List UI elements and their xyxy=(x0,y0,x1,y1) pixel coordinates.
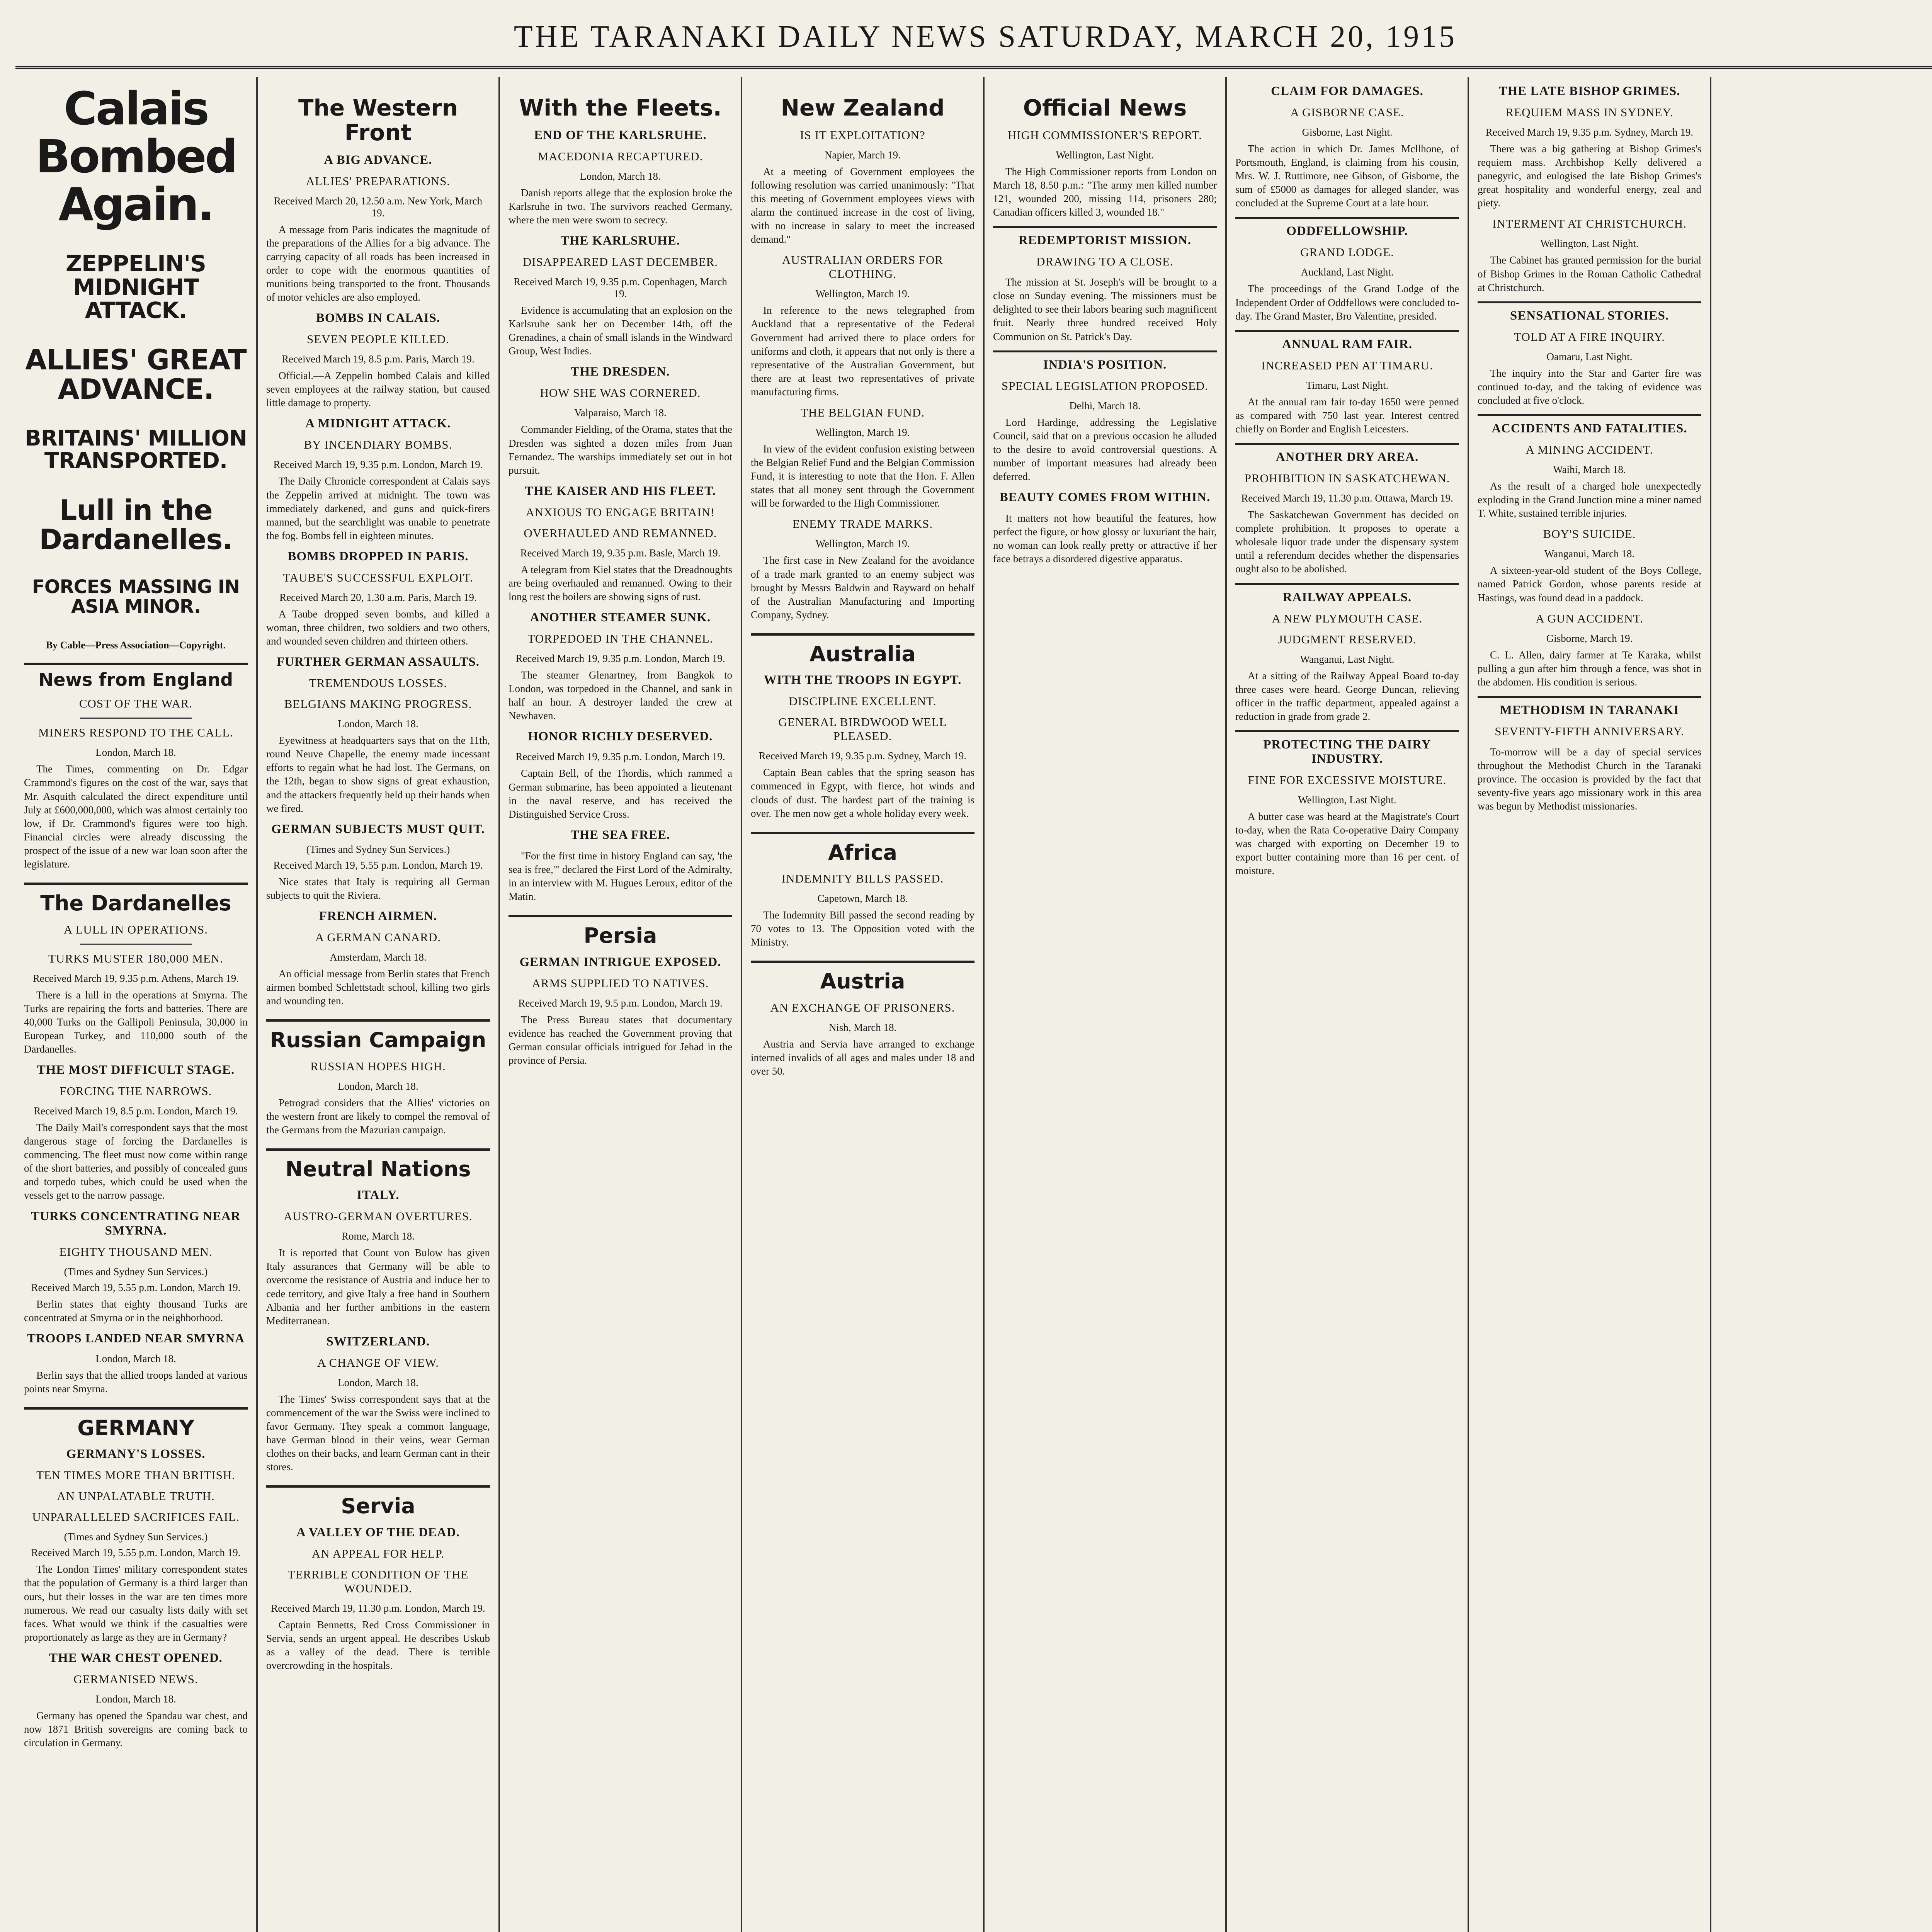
exploit-body: At a meeting of Government employees the following resolution was carried unanimously: "That this meeting of Government employees views with alarm the continued increase in the cost of living, with no increase in salary to meet the increased demand." xyxy=(751,165,975,245)
troops-heading: WITH THE TROOPS IN EGYPT. xyxy=(764,673,962,687)
landed-date: London, March 18. xyxy=(95,1352,176,1364)
intrigue-heading: GERMAN INTRIGUE EXPOSED. xyxy=(519,955,721,969)
taube-heading: TAUBE'S SUCCESSFUL EXPLOIT. xyxy=(283,570,473,584)
seven-heading: SEVEN PEOPLE KILLED. xyxy=(307,332,449,346)
india-date: Delhi, March 18. xyxy=(1069,400,1141,412)
ram-body: At the annual ram fair to-day 1650 were penned as compared with 750 last year. Interest centred chiefly on Border and English Leicesters. xyxy=(1235,396,1459,435)
marks-date: Wellington, March 19. xyxy=(815,538,910,550)
hopes-date: London, March 18. xyxy=(338,1080,418,1092)
belgian-body: In view of the evident confusion existing between the Belgian Relief Fund and the Belgian Commission Fund, it is interesting to note that the Hon. F. Allen states that all money sent through the Government will be forwarded to the High Commissioner. xyxy=(751,443,975,509)
sacrifices-heading: UNPARALLELED SACRIFICES FAIL. xyxy=(32,1510,240,1524)
hopes-body: Petrograd considers that the Allies' victories on the western front are likely to compel the removal of the Germans from the Mazurian campaign. xyxy=(266,1097,490,1136)
hc-date: Wellington, Last Night. xyxy=(1056,149,1154,161)
chest-body: Germany has opened the Spandau war chest, and now 1871 British sovereigns are coming back to circulation in Germany. xyxy=(24,1709,248,1749)
meth-body: To-morrow will be a day of special services throughout the Methodist Church in the Taranaki province. The occasion is provided by the fact that seventy-five years ago missionary work in this area was begun by Methodist missionaries. xyxy=(1478,746,1701,812)
canard-date: Amsterdam, March 18. xyxy=(330,951,427,963)
min-date: Waihi, March 18. xyxy=(1553,464,1626,476)
drawing-heading: DRAWING TO A CLOSE. xyxy=(1036,255,1173,269)
austro-date: Rome, March 18. xyxy=(342,1230,415,1242)
section-germany: GERMANY xyxy=(24,1407,248,1439)
landed-body: Berlin says that the allied troops landed at various points near Smyrna. xyxy=(24,1369,248,1395)
steamer-heading: ANOTHER STEAMER SUNK. xyxy=(530,611,711,625)
accidents-heading: ACCIDENTS AND FATALITIES. xyxy=(1478,414,1701,436)
rail-body: At a sitting of the Railway Appeal Board to-day three cases were heard. George Duncan, relieving officer in the traffic department, appealed against a reduction in grade from grade 2. xyxy=(1235,670,1459,722)
miners-date: London, March 18. xyxy=(95,747,176,759)
steam-date: Received March 19, 9.35 p.m. London, March 19. xyxy=(515,653,725,665)
appeal-heading: AN APPEAL FOR HELP. xyxy=(311,1546,445,1560)
belgian-heading: THE BELGIAN FUND. xyxy=(801,406,925,420)
req-date: Received March 19, 9.35 p.m. Sydney, March 19. xyxy=(1485,126,1694,138)
persia-body: The Press Bureau states that documentary evidence has reached the Government proving that German consular officials intrigued for Jehad in the province of Persia. xyxy=(509,1014,732,1066)
arms-heading: ARMS SUPPLIED TO NATIVES. xyxy=(532,976,709,990)
subjects-date: Received March 19, 5.55 p.m. London, March 19. xyxy=(273,859,483,871)
column-1 xyxy=(15,77,258,1932)
egypt-body: Captain Bean cables that the spring season has commenced in Egypt, with fierce, hot winds and clouds of dust. The hardest part of the training is over. The men now get a whole holiday every week. xyxy=(751,767,975,819)
kaiser-body: A telegram from Kiel states that the Dreadnoughts are being overhauled and remanned. Owing to their long rest the boilers are showing signs of rust. xyxy=(509,563,732,603)
special-heading: SPECIAL LEGISLATION PROPOSED. xyxy=(1001,379,1209,393)
claim-body: The action in which Dr. James Mcllhone, of Portsmouth, England, is claiming from his cousin, Mrs. W. J. Ruttimore, nee Gibson, of Gisborne, the sum of £5000 as damages for alleged slander, was concluded at the Supreme Court at a late hour. xyxy=(1235,143,1459,209)
interment-heading: INTERMENT AT CHRISTCHURCH. xyxy=(1492,217,1687,231)
difficult-heading: THE MOST DIFFICULT STAGE. xyxy=(37,1063,235,1077)
turks-body: There is a lull in the operations at Smyrna. The Turks are repairing the forts and batteries. There are 40,000 Turks on the Gallipoli Peninsula, 30,000 in European Turkey, and 110,000 south of the Dardanelles. xyxy=(24,989,248,1055)
indem-date: Capetown, March 18. xyxy=(817,893,908,905)
hc-heading: HIGH COMMISSIONER'S REPORT. xyxy=(1008,128,1202,142)
section-austria: Austria xyxy=(751,961,975,993)
mining-heading: A MINING ACCIDENT. xyxy=(1526,443,1653,457)
orders-heading: AUSTRALIAN ORDERS FOR CLOTHING. xyxy=(782,253,944,281)
gun-body: C. L. Allen, dairy farmer at Te Karaka, whilst pulling a gun after him through a fence, was shot in the abdomen. His condition is serious. xyxy=(1478,649,1701,688)
sea-body: "For the first time in history England can say, 'the sea is free,'" declared the First Lord of the Admiralty, in an interview with M. Hugues Leroux, editor of the Matin. xyxy=(509,850,732,903)
section-russian: Russian Campaign xyxy=(266,1019,490,1051)
column-4 xyxy=(742,77,985,1932)
karl2-heading: THE KARLSRUHE. xyxy=(560,234,680,248)
dis-date: Received March 19, 9.35 p.m. Copenhagen, March 19. xyxy=(514,276,727,300)
valley-heading: A VALLEY OF THE DEAD. xyxy=(296,1525,460,1539)
canard-heading: A GERMAN CANARD. xyxy=(315,930,441,944)
overhauled-heading: OVERHAULED AND REMANNED. xyxy=(524,526,717,540)
marks-heading: ENEMY TRADE MARKS. xyxy=(792,517,933,531)
lodge-body: The proceedings of the Grand Lodge of the Independent Order of Oddfellows were concluded to-day. The Grand Master, Bro Valentine, presided. xyxy=(1235,283,1459,322)
incendiary-heading: BY INCENDIARY BOMBS. xyxy=(304,438,452,452)
honor-date: Received March 19, 9.35 p.m. London, March 19. xyxy=(515,751,725,763)
taube-body: A Taube dropped seven bombs, and killed a woman, three children, two soldiers and two others, and wounded seven children and thirteen others. xyxy=(266,608,490,647)
seven-body: Official.—A Zeppelin bombed Calais and killed seven employees at the railway station, but caused little damage to property. xyxy=(266,370,490,409)
section-news-england: News from England xyxy=(24,663,248,689)
dis-body: Evidence is accumulating that an explosion on the Karlsruhe sank her on December 14th, off the Grenadines, a chain of small islands in the Windward Group, West Indies. xyxy=(509,304,732,357)
indem-body: The Indemnity Bill passed the second reading by 70 votes to 13. The Opposition voted with the Ministry. xyxy=(751,909,975,948)
int-date: Wellington, Last Night. xyxy=(1540,238,1639,250)
req-body: There was a big gathering at Bishop Grimes's requiem mass. Archbishop Kelly delivered a panegyric, and eulogised the late Bishop Grimes's great hospitality and wonderful energy, zeal and piety. xyxy=(1478,143,1701,209)
section-africa: Africa xyxy=(751,832,975,864)
ram-heading: ANNUAL RAM FAIR. xyxy=(1235,330,1459,352)
moisture-heading: FINE FOR EXCESSIVE MOISTURE. xyxy=(1248,773,1447,787)
macedonia-heading: MACEDONIA RECAPTURED. xyxy=(537,149,703,163)
cost-of-war: COST OF THE WAR. xyxy=(79,697,193,711)
eighty-body: Berlin states that eighty thousand Turks are concentrated at Smyrna or in the neighborhood. xyxy=(24,1298,248,1323)
beauty-body: It matters not how beautiful the features, how perfect the figure, or how glossy or luxuriant the hair, no woman can look really pretty or attractive if her face betrays a disordered digestive apparatus. xyxy=(993,512,1217,565)
smyrna-heading: TURKS CONCENTRATING NEAR SMYRNA. xyxy=(31,1209,241,1238)
inq-body: The inquiry into the Star and Garter fire was continued to-day, and the taking of evidence was concluded at five o'clock. xyxy=(1478,367,1701,406)
column-7 xyxy=(1469,77,1711,1932)
requiem-heading: REQUIEM MASS IN SYDNEY. xyxy=(1505,105,1673,119)
prohibition-heading: PROHIBITION IN SASKATCHEWAN. xyxy=(1244,471,1450,485)
dres-date: Valparaiso, March 18. xyxy=(574,407,667,419)
subjects-heading: GERMAN SUBJECTS MUST QUIT. xyxy=(271,822,485,836)
section-dardanelles: The Dardanelles xyxy=(24,883,248,915)
italy-heading: ITALY. xyxy=(357,1188,400,1202)
subjects-src: (Times and Sydney Sun Services.) xyxy=(306,843,450,855)
plymouth-heading: A NEW PLYMOUTH CASE. xyxy=(1272,611,1423,625)
india-heading: INDIA'S POSITION. xyxy=(993,350,1217,372)
column-6 xyxy=(1227,77,1469,1932)
ram-date: Timaru, Last Night. xyxy=(1306,379,1389,391)
india-body: Lord Hardinge, addressing the Legislative Council, said that on a previous occasion he alluded to the desire to avoid controversial questions. A number of important measures had already been deferred. xyxy=(993,416,1217,483)
further-heading: FURTHER GERMAN ASSAULTS. xyxy=(277,655,480,669)
sensational-heading: SENSATIONAL STORIES. xyxy=(1478,301,1701,323)
dresden-heading: THE DRESDEN. xyxy=(571,365,670,379)
taube-date: Received March 20, 1.30 a.m. Paris, March 19. xyxy=(279,591,477,603)
change-date: London, March 18. xyxy=(338,1376,418,1388)
terrible-body: Captain Bennetts, Red Cross Commissioner in Servia, sends an urgent appeal. He describes Uskub as a valley of the dead. There is terrible overcrowding in the hospitals. xyxy=(266,1619,490,1672)
paris-heading: BOMBS DROPPED IN PARIS. xyxy=(287,549,469,563)
kaiser-date: Received March 19, 9.35 p.m. Basle, March 19. xyxy=(520,547,721,559)
austro-body: It is reported that Count von Bulow has given Italy assurances that Germany will be able to overcome the resistance of Austria and induce her to cede territory, and give Italy a free hand in Southern Albania and her further ambitions in the eastern Mediterranean. xyxy=(266,1247,490,1327)
gun-heading: A GUN ACCIDENT. xyxy=(1536,611,1643,625)
canard-body: An official message from Berlin states that French airmen bombed Schlettstadt school, killing two girls and wounding ten. xyxy=(266,968,490,1007)
lodge-date: Auckland, Last Night. xyxy=(1301,266,1394,278)
turks-date: Received March 19, 9.35 p.m. Athens, March 19. xyxy=(32,972,239,984)
losses-date: Received March 19, 5.55 p.m. London, March 19. xyxy=(31,1547,241,1559)
austro-heading: AUSTRO-GERMAN OVERTURES. xyxy=(284,1209,473,1223)
lead-subhead-2: ALLIES' GREAT ADVANCE. xyxy=(25,344,247,405)
section-fleets: With the Fleets. xyxy=(519,95,722,121)
sui-body: A sixteen-year-old student of the Boys College, named Patrick Gordon, whose parents reside at Hastings, was found dead in a paddock. xyxy=(1478,565,1701,604)
disappeared-heading: DISAPPEARED LAST DECEMBER. xyxy=(522,255,718,269)
belgian-date: Wellington, March 19. xyxy=(815,427,910,439)
birdwood-heading: GENERAL BIRDWOOD WELL PLEASED. xyxy=(778,715,947,743)
switzerland-heading: SWITZERLAND. xyxy=(326,1334,430,1349)
orders-date: Wellington, March 19. xyxy=(815,288,910,300)
sui-date: Wanganui, March 18. xyxy=(1544,548,1635,560)
exch-date: Nish, March 18. xyxy=(828,1021,897,1033)
columns xyxy=(15,77,1932,1932)
miners-heading: MINERS RESPOND TO THE CALL. xyxy=(38,726,233,740)
section-nz: New Zealand xyxy=(781,95,945,121)
landed-heading: TROOPS LANDED NEAR SMYRNA xyxy=(27,1331,245,1345)
honor-heading: HONOR RICHLY DESERVED. xyxy=(528,730,713,744)
midnight-heading: A MIDNIGHT ATTACK. xyxy=(305,417,451,431)
losses-body: The London Times' military correspondent states that the population of Germany is a third larger than ours, but their losses in the war are ten times more numerous. We read our casualty lists daily with set faces. What would we think if the casualties were proportionately as large as they are in Germany? xyxy=(24,1563,248,1643)
exch-body: Austria and Servia have arranged to exchange interned invalids of all ages and males under 18 and over 50. xyxy=(751,1038,975,1077)
lead-subhead-5: FORCES MASSING IN ASIA MINOR. xyxy=(32,576,240,617)
column-2 xyxy=(258,77,500,1932)
torpedoed-heading: TORPEDOED IN THE CHANNEL. xyxy=(527,632,713,646)
narrows-date: Received March 19, 8.5 p.m. London, March 19. xyxy=(34,1105,238,1117)
masthead xyxy=(15,8,1932,69)
steam-body: The steamer Glenartney, from Bangkok to London, was torpedoed in the Channel, and sank in half an hour. A destroyer landed the crew at Newhaven. xyxy=(509,669,732,722)
int-body: The Cabinet has granted permission for the burial of Bishop Grimes in the Roman Catholic Cathedral at Christchurch. xyxy=(1478,254,1701,293)
kaiser-heading: THE KAISER AND HIS FLEET. xyxy=(525,484,716,498)
lead-subhead-4: Lull in the Dardanelles. xyxy=(39,494,233,556)
gisborne-heading: A GISBORNE CASE. xyxy=(1290,105,1404,119)
redemptorist-heading: REDEMPTORIST MISSION. xyxy=(993,226,1217,248)
bishop-heading: THE LATE BISHOP GRIMES. xyxy=(1498,84,1680,98)
lead-subhead-3: BRITAINS' MILLION TRANSPORTED. xyxy=(25,425,247,474)
chest-date: London, March 18. xyxy=(95,1693,176,1705)
dry-body: The Saskatchewan Government has decided on complete prohibition. It proposes to operate a wholesale liquor trade under the dispensary system until a referendum decides whether the dispensaries ought also to be abolished. xyxy=(1235,509,1459,575)
dairy-heading: PROTECTING THE DAIRY INDUSTRY. xyxy=(1235,730,1459,766)
sea-heading: THE SEA FREE. xyxy=(570,828,670,842)
prep-heading: ALLIES' PREPARATIONS. xyxy=(306,174,451,188)
lodge-heading: GRAND LODGE. xyxy=(1300,245,1394,259)
oddfellowship-heading: ODDFELLOWSHIP. xyxy=(1235,217,1459,238)
exchange-heading: AN EXCHANGE OF PRISONERS. xyxy=(770,1000,955,1014)
hopes-heading: RUSSIAN HOPES HIGH. xyxy=(310,1059,446,1073)
turks-heading: TURKS MUSTER 180,000 MEN. xyxy=(48,951,223,965)
ten-heading: TEN TIMES MORE THAN BRITISH. xyxy=(36,1468,236,1482)
pen-heading: INCREASED PEN AT TIMARU. xyxy=(1261,358,1433,372)
beauty-heading: BEAUTY COMES FROM WITHIN. xyxy=(999,490,1211,505)
inq-date: Oamaru, Last Night. xyxy=(1546,350,1633,362)
chest-heading: THE WAR CHEST OPENED. xyxy=(49,1651,223,1665)
indemnity-heading: INDEMNITY BILLS PASSED. xyxy=(781,872,944,886)
claim-date: Gisborne, Last Night. xyxy=(1302,126,1393,138)
subjects-body: Nice states that Italy is requiring all German subjects to quit the Riviera. xyxy=(266,876,490,901)
hc-body: The High Commissioner reports from London on March 18, 8.50 p.m.: "The army men killed number 121, wounded 200, missing 114, prisoners 280; Canadian officers killed 3, wounded 18." xyxy=(993,165,1217,218)
gun-date: Gisborne, March 19. xyxy=(1546,632,1633,644)
column-5 xyxy=(985,77,1227,1932)
bombs-calais-heading: BOMBS IN CALAIS. xyxy=(316,311,440,325)
column-8 xyxy=(1711,77,1932,1932)
section-australia: Australia xyxy=(751,633,975,665)
persia-date: Received March 19, 9.5 p.m. London, March 19. xyxy=(518,997,723,1009)
inc-date: Received March 19, 9.35 p.m. London, March 19. xyxy=(273,459,483,471)
terrible-date: Received March 19, 11.30 p.m. London, March 19. xyxy=(271,1602,485,1614)
miners-body: The Times, commenting on Dr. Edgar Crammond's figures on the cost of the war, says that Mr. Asquith calculated the direct expenditure until July at £600,000,000, which was almost certainly too low, if Dr. Crammond's figures were too high. Financial circles were already discussing the prospect of the issue of a new war loan soon after the legislature. xyxy=(24,763,248,870)
min-body: As the result of a charged hole unexpectedly exploding in the Grand Junction mine a miner named T. White, sustained terrible injuries. xyxy=(1478,480,1701,519)
eighty-date: Received March 19, 5.55 p.m. London, March 19. xyxy=(31,1281,241,1293)
tremendous-heading: TREMENDOUS LOSSES. xyxy=(309,676,447,690)
prep-date: Received March 20, 12.50 a.m. New York, March 19. xyxy=(274,195,483,219)
dairy-date: Wellington, Last Night. xyxy=(1298,794,1396,806)
suicide-heading: BOY'S SUICIDE. xyxy=(1543,527,1636,541)
section-official: Official News xyxy=(1023,95,1187,121)
section-neutral: Neutral Nations xyxy=(266,1148,490,1180)
prep-body: A message from Paris indicates the magnitude of the preparations of the Allies for a big advance. The carrying capacity of all roads has been increased in order to cope with the enormous quantities of munitions being transported to the front. Thousands of motor vehicles are also employed. xyxy=(266,223,490,303)
methodism-heading: METHODISM IN TARANAKI xyxy=(1478,696,1701,718)
inquiry-heading: TOLD AT A FIRE INQUIRY. xyxy=(1514,330,1665,344)
belgians-heading: BELGIANS MAKING PROGRESS. xyxy=(284,697,472,711)
advance-heading: A BIG ADVANCE. xyxy=(324,153,432,167)
lead-headline: Calais Bombed Again. xyxy=(36,82,236,231)
discipline-heading: DISCIPLINE EXCELLENT. xyxy=(789,694,937,708)
airmen-heading: FRENCH AIRMEN. xyxy=(319,909,437,923)
seventy-heading: SEVENTY-FIFTH ANNIVERSARY. xyxy=(1495,724,1684,738)
change-body: The Times' Swiss correspondent says that at the commencement of the war the Swiss were inclined to favor Germany. They speak a common language, have German blood in their veins, wear German clothes on their backs, and learn German cant in their stores. xyxy=(266,1393,490,1473)
exploit-date: Napier, March 19. xyxy=(825,149,901,161)
dry-heading: ANOTHER DRY AREA. xyxy=(1235,443,1459,464)
change-heading: A CHANGE OF VIEW. xyxy=(317,1355,439,1369)
column-3 xyxy=(500,77,742,1932)
masthead-text: THE TARANAKI DAILY NEWS SATURDAY, MARCH 20, 1915 xyxy=(514,19,1457,54)
terrible-heading: TERRIBLE CONDITION OF THE WOUNDED. xyxy=(287,1567,469,1595)
cornered-heading: HOW SHE WAS CORNERED. xyxy=(540,386,701,400)
inc-body: The Daily Chronicle correspondent at Calais says the Zeppelin arrived at midnight. The town was immediately darkened, and guns and quick-firers manned, but the searchlight was unable to penetrate the fog. Bombs fell in eighteen minutes. xyxy=(266,475,490,541)
anxious-heading: ANXIOUS TO ENGAGE BRITAIN! xyxy=(526,505,715,519)
honor-body: Captain Bell, of the Thordis, which rammed a German submarine, has been appointed a lieutenant in the naval reserve, and has received the Distinguished Service Cross. xyxy=(509,767,732,820)
narrows-body: The Daily Mail's correspondent says that the most dangerous stage of forcing the Dardanelles is commencing. The fleet must now come within range of the short batteries, and possibly of concealed guns and torpedo tubes, which could be used when the vessels get to the narrow passage. xyxy=(24,1122,248,1201)
exploit-heading: IS IT EXPLOITATION? xyxy=(800,128,925,142)
losses-src: (Times and Sydney Sun Services.) xyxy=(64,1531,208,1543)
judgment-heading: JUDGMENT RESERVED. xyxy=(1278,632,1417,646)
germanised-heading: GERMANISED NEWS. xyxy=(73,1672,198,1686)
section-western: The Western Front xyxy=(298,95,458,146)
byline: By Cable—Press Association—Copyright. xyxy=(46,639,226,651)
karl-body: Danish reports allege that the explosion broke the Karlsruhe in two. The survivors reached Germany, where the men were sworn to secrecy. xyxy=(509,187,732,226)
losses-heading: GERMANY'S LOSSES. xyxy=(66,1447,206,1461)
marks-body: The first case in New Zealand for the avoidance of a trade mark granted to an enemy subject was brought by Messrs Baldwin and Rayward on behalf of the Australian Manufacturing and Importing Company, Sydney. xyxy=(751,554,975,621)
unpalatable-heading: AN UNPALATABLE TRUTH. xyxy=(57,1489,215,1503)
seven-date: Received March 19, 8.5 p.m. Paris, March 19. xyxy=(282,353,474,365)
further-body: Eyewitness at headquarters says that on the 11th, round Neuve Chapelle, the enemy made incessant efforts to regain what he had lost. The Germans, on the 12th, began to show signs of great exhaustion, and the attackers frequently held up their hands when we fired. xyxy=(266,735,490,814)
railway-heading: RAILWAY APPEALS. xyxy=(1235,583,1459,605)
claim-heading: CLAIM FOR DAMAGES. xyxy=(1271,84,1423,98)
section-servia: Servia xyxy=(266,1485,490,1517)
karlsruhe-heading: END OF THE KARLSRUHE. xyxy=(534,128,707,142)
karl-date: London, March 18. xyxy=(580,170,661,182)
rail-date: Wanganui, Last Night. xyxy=(1300,653,1395,665)
narrows-heading: FORCING THE NARROWS. xyxy=(60,1084,212,1098)
eighty-heading: EIGHTY THOUSAND MEN. xyxy=(59,1245,213,1259)
red-body: The mission at St. Joseph's will be brought to a close on Sunday evening. The missioners must be delighted to see their labors bearing such magnificent fruit. Nearly three hundred received Holy Communion on St. Patrick's Day. xyxy=(993,276,1217,342)
dry-date: Received March 19, 11.30 p.m. Ottawa, March 19. xyxy=(1241,492,1453,504)
dres-body: Commander Fielding, of the Orama, states that the Dresden was sighted a dozen miles from Juan Fernandez. The warships immediately set out in hot pursuit. xyxy=(509,423,732,476)
egypt-date: Received March 19, 9.35 p.m. Sydney, March 19. xyxy=(759,750,967,762)
eighty-src: (Times and Sydney Sun Services.) xyxy=(64,1265,208,1277)
lull-heading: A LULL IN OPERATIONS. xyxy=(64,922,208,936)
section-persia: Persia xyxy=(509,915,732,947)
orders-body: In reference to the news telegraphed from Auckland that a representative of the Federal Government had arrived there to place orders for uniforms and cloth, it appears that not only is there a representative of the Australian Government, but there are at least two representatives of private manufacturing firms. xyxy=(751,304,975,398)
further-date: London, March 18. xyxy=(338,718,418,730)
dairy-body: A butter case was heard at the Magistrate's Court to-day, when the Rata Co-operative Dairy Company was charged with exporting on December 19 to export butter containing more than 16 per cent. of moisture. xyxy=(1235,810,1459,877)
lead-subhead-1: ZEPPELIN'S MIDNIGHT ATTACK. xyxy=(66,250,206,324)
